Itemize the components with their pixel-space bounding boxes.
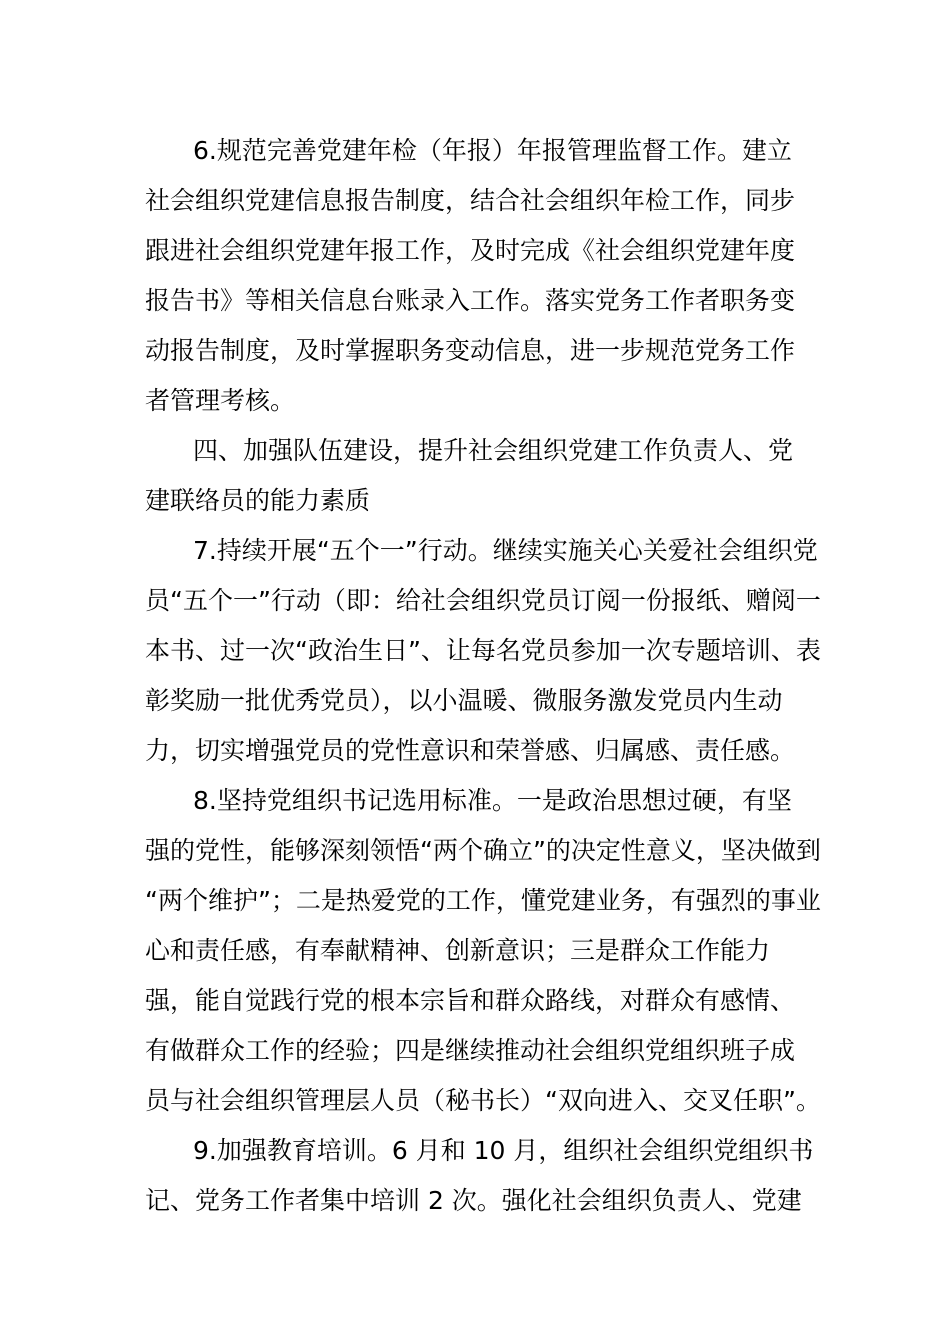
paragraph-8-line-6: 有做群众工作的经验；四是继续推动社会组织党组织班子成 [145, 1036, 796, 1065]
paragraph-8-line-7: 员与社会组织管理层人员（秘书长）“双向进入、交叉任职”。 [145, 1086, 821, 1115]
paragraph-6-line-5: 动报告制度，及时掌握职务变动信息，进一步规范党务工作 [145, 336, 796, 365]
paragraph-8-line-1: 8.坚持党组织书记选用标准。一是政治思想过硬，有坚 [193, 786, 792, 815]
section-heading-4-line-1: 四、加强队伍建设，提升社会组织党建工作负责人、党 [193, 436, 794, 465]
paragraph-7-line-3: 本书、过一次“政治生日”、让每名党员参加一次专题培训、表 [145, 636, 821, 665]
section-heading-4-line-2: 建联络员的能力素质 [145, 486, 371, 515]
paragraph-7-line-5: 力，切实增强党员的党性意识和荣誉感、归属感、责任感。 [145, 736, 796, 765]
paragraph-6-line-1: 6.规范完善党建年检（年报）年报管理监督工作。建立 [193, 136, 792, 165]
paragraph-7-line-1: 7.持续开展“五个一”行动。继续实施关心关爱社会组织党 [193, 536, 818, 565]
paragraph-8-line-3: “两个维护”；二是热爱党的工作，懂党建业务，有强烈的事业 [145, 886, 821, 915]
paragraph-8-line-2: 强的党性，能够深刻领悟“两个确立”的决定性意义，坚决做到 [145, 836, 821, 865]
paragraph-6-line-6: 者管理考核。 [145, 386, 296, 415]
paragraph-9-line-1: 9.加强教育培训。6 月和 10 月，组织社会组织党组织书 [193, 1136, 814, 1165]
paragraph-9-line-2: 记、党务工作者集中培训 2 次。强化社会组织负责人、党建 [145, 1186, 802, 1215]
paragraph-7-line-2: 员“五个一”行动（即：给社会组织党员订阅一份报纸、赠阅一 [145, 586, 821, 615]
paragraph-6-line-4: 报告书》等相关信息台账录入工作。落实党务工作者职务变 [145, 286, 796, 315]
paragraph-8-line-5: 强，能自觉践行党的根本宗旨和群众路线，对群众有感情、 [145, 986, 796, 1015]
paragraph-7-line-4: 彰奖励一批优秀党员），以小温暖、微服务激发党员内生动 [145, 686, 783, 715]
paragraph-6-line-3: 跟进社会组织党建年报工作，及时完成《社会组织党建年度 [145, 236, 796, 265]
paragraph-8-line-4: 心和责任感，有奉献精神、创新意识；三是群众工作能力 [145, 936, 771, 965]
paragraph-6-line-2: 社会组织党建信息报告制度，结合社会组织年检工作，同步 [145, 186, 796, 215]
